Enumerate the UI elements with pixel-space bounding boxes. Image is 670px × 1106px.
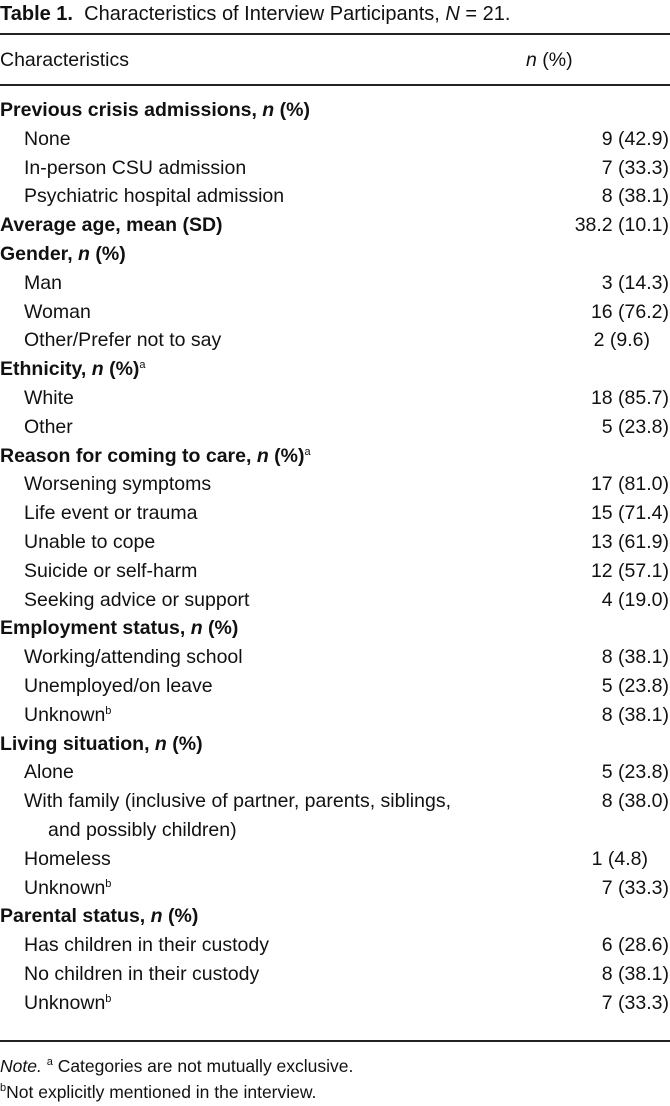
group-n: n <box>150 905 163 928</box>
row-label <box>0 502 197 524</box>
row-label <box>0 790 451 812</box>
row-label <box>0 560 197 582</box>
row-label <box>0 445 311 467</box>
table-row <box>0 701 670 730</box>
item-label: Worsening symptoms <box>24 473 212 496</box>
item-label: White <box>24 386 74 409</box>
group-n: n <box>91 358 104 381</box>
note-a-text: Categories are not mutually exclusive. <box>52 1056 354 1076</box>
row-label <box>0 877 111 899</box>
row-value: 6 (28.6) <box>601 934 669 957</box>
row-value: 8 (38.1) <box>601 646 669 669</box>
table-row <box>0 557 670 586</box>
row-value: 5 (23.8) <box>601 761 669 784</box>
group-n: n <box>78 242 90 265</box>
row-value: 1 (4.8) <box>591 847 648 870</box>
row-value: 18 (85.7) <box>590 386 669 409</box>
table-row <box>0 787 670 816</box>
item-label: Has children in their custody <box>24 934 269 957</box>
row-label <box>0 761 74 783</box>
row-label <box>0 473 211 495</box>
group-title: Employment status, <box>0 617 191 640</box>
table-row <box>0 874 670 903</box>
table-row <box>0 989 670 1018</box>
table-row <box>0 269 670 298</box>
row-value: 17 (81.0) <box>590 473 669 496</box>
item-label: Seeking advice or support <box>24 588 250 611</box>
group-percent: (%) <box>162 905 199 928</box>
row-label <box>0 531 155 553</box>
group-percent: (%) <box>202 617 239 640</box>
top-rule <box>0 33 670 35</box>
group-title: Ethnicity, <box>0 358 92 381</box>
row-label <box>0 329 221 351</box>
row-label <box>0 704 111 726</box>
table-row <box>0 931 670 960</box>
table-row <box>0 298 670 327</box>
row-label <box>0 185 284 207</box>
table-label: Table 1. <box>0 3 73 25</box>
item-label: Unknown <box>24 991 106 1014</box>
row-value: 8 (38.1) <box>601 703 669 726</box>
table-row <box>0 470 670 499</box>
item-label: Suicide or self-harm <box>24 559 198 582</box>
item-label: Psychiatric hospital admission <box>24 185 285 208</box>
row-label <box>0 733 203 755</box>
item-label: No children in their custody <box>24 962 260 985</box>
item-label: Alone <box>24 761 74 784</box>
table-row <box>0 384 670 413</box>
group-row <box>0 211 670 240</box>
row-value: 12 (57.1) <box>590 559 669 582</box>
row-label <box>0 646 243 668</box>
group-n: n <box>256 444 269 467</box>
note-b <box>0 1079 353 1105</box>
group-row <box>0 614 670 643</box>
table-body <box>0 96 670 1018</box>
table-row <box>0 960 670 989</box>
row-value: 8 (38.0) <box>601 790 669 813</box>
header-characteristics: Characteristics <box>0 49 129 71</box>
row-label <box>0 387 74 409</box>
group-percent: (%) <box>268 444 305 467</box>
table-row <box>0 154 670 183</box>
row-label <box>0 214 223 236</box>
group-title: Living situation, <box>0 732 155 755</box>
row-value: 3 (14.3) <box>601 271 669 294</box>
table-row <box>0 182 670 211</box>
row-label <box>0 819 237 841</box>
table-row <box>0 643 670 672</box>
table-row <box>0 845 670 874</box>
row-value: 13 (61.9) <box>590 530 669 553</box>
group-n: n <box>154 732 167 755</box>
note-b-text: Not explicitly mentioned in the interview. <box>6 1082 317 1102</box>
row-label <box>0 128 71 150</box>
group-percent: (%) <box>103 358 140 381</box>
row-value: 7 (33.3) <box>601 156 669 179</box>
header-n-percent <box>526 47 573 73</box>
footnote-marker: b <box>105 992 112 1005</box>
footnote-marker: b <box>105 704 112 717</box>
footnote-marker: a <box>304 445 311 458</box>
row-label <box>0 934 269 956</box>
table-row <box>0 326 670 355</box>
group-row <box>0 442 670 471</box>
item-label: Other <box>24 415 73 438</box>
row-label <box>0 905 198 927</box>
row-label <box>0 992 111 1014</box>
group-title: Gender, <box>0 242 79 265</box>
row-label <box>0 675 213 697</box>
row-value: 7 (33.3) <box>601 991 669 1014</box>
header-percent: (%) <box>536 49 573 71</box>
row-label <box>0 589 249 611</box>
group-percent: (%) <box>274 99 310 121</box>
note-a-sup: a <box>46 1056 53 1068</box>
row-value: 4 (19.0) <box>601 588 669 611</box>
footnote-marker: b <box>105 877 112 890</box>
note-label: Note. <box>0 1056 42 1076</box>
table-row <box>0 125 670 154</box>
table-notes <box>0 1053 353 1105</box>
bottom-rule <box>0 1040 670 1042</box>
row-value: 5 (23.8) <box>601 674 669 697</box>
group-row <box>0 96 670 125</box>
item-label: Other/Prefer not to say <box>24 329 222 352</box>
table-row <box>0 816 670 845</box>
group-title: Parental status, <box>0 905 151 928</box>
row-label <box>0 848 111 870</box>
item-label: Homeless <box>24 847 111 870</box>
table-row <box>0 758 670 787</box>
item-label: None <box>24 127 71 150</box>
group-title: Reason for coming to care, <box>0 444 257 467</box>
item-label: Man <box>24 271 62 294</box>
group-n: n <box>190 617 203 640</box>
table-title <box>0 1 510 27</box>
group-title: Previous crisis admissions, <box>0 99 263 121</box>
row-label <box>0 99 310 121</box>
group-row <box>0 902 670 931</box>
row-label <box>0 358 146 380</box>
row-label <box>0 301 91 323</box>
item-label: Unknown <box>24 876 106 899</box>
item-label: Working/attending school <box>24 646 243 669</box>
group-title: Average age, mean (SD) <box>0 214 223 237</box>
table-row <box>0 413 670 442</box>
row-label <box>0 963 259 985</box>
row-value: 5 (23.8) <box>601 415 669 438</box>
item-label: In-person CSU admission <box>24 156 247 179</box>
row-value: 8 (38.1) <box>601 185 669 208</box>
group-row <box>0 355 670 384</box>
row-label <box>0 157 246 179</box>
row-value: 8 (38.1) <box>601 962 669 985</box>
item-label: Unknown <box>24 703 106 726</box>
note-a <box>0 1053 353 1079</box>
header-n: n <box>526 49 537 71</box>
group-percent: (%) <box>166 732 203 755</box>
item-label: Unable to cope <box>24 530 156 553</box>
table-row <box>0 499 670 528</box>
item-label: Life event or trauma <box>24 502 198 525</box>
item-label: Unemployed/on leave <box>24 674 213 697</box>
row-value: 15 (71.4) <box>590 502 669 525</box>
table-row <box>0 528 670 557</box>
row-label <box>0 272 62 294</box>
table-header <box>0 47 670 73</box>
table-caption: Characteristics of Interview Participants, <box>84 3 446 25</box>
header-rule <box>0 84 670 86</box>
sample-size-value: = 21. <box>459 3 511 25</box>
item-label: With family (inclusive of partner, parents, siblings, <box>24 790 452 813</box>
row-label <box>0 617 238 639</box>
group-row <box>0 240 670 269</box>
row-label <box>0 243 126 265</box>
row-value: 16 (76.2) <box>590 300 669 323</box>
row-value: 2 (9.6) <box>593 329 650 352</box>
sample-size-symbol: N <box>445 3 460 25</box>
footnote-marker: a <box>139 359 146 372</box>
row-value: 38.2 (10.1) <box>574 214 669 237</box>
table-row <box>0 672 670 701</box>
item-label: and possibly children) <box>48 818 237 841</box>
item-label: Woman <box>24 300 91 323</box>
group-row <box>0 730 670 759</box>
row-label <box>0 416 73 438</box>
group-n: n <box>262 99 275 121</box>
row-value: 7 (33.3) <box>601 876 669 899</box>
note-b-sup: b <box>0 1082 7 1094</box>
row-value: 9 (42.9) <box>601 127 669 150</box>
group-percent: (%) <box>89 242 126 265</box>
table-row <box>0 586 670 615</box>
